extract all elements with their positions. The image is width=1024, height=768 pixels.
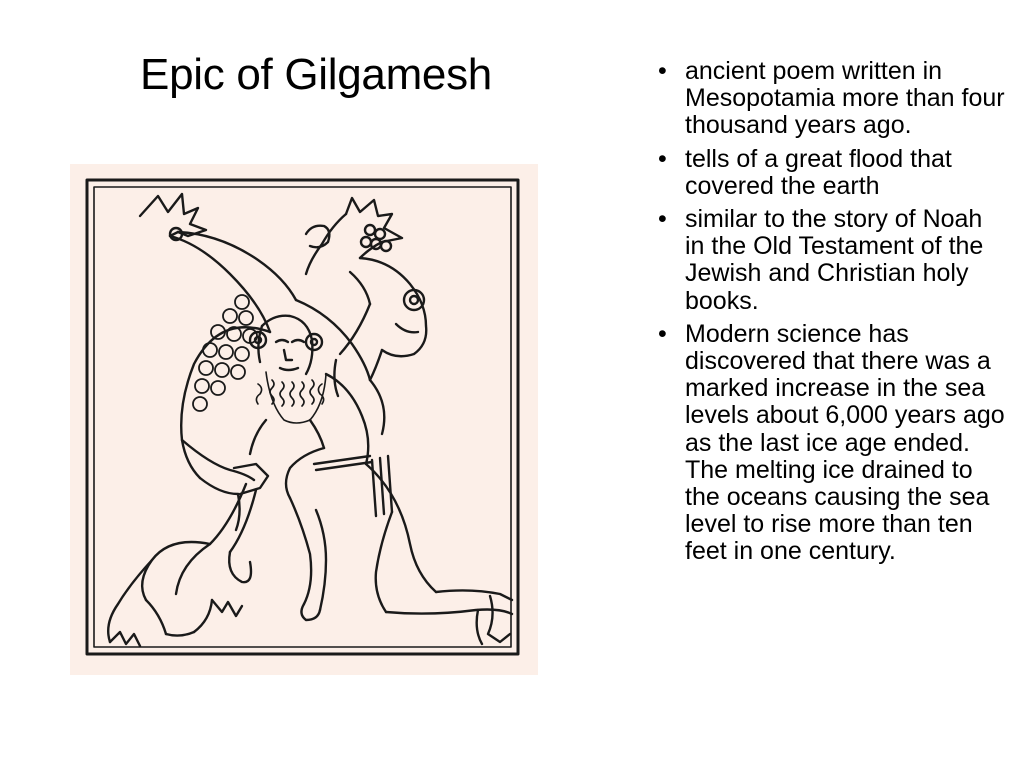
slide-title: Epic of Gilgamesh xyxy=(140,50,492,99)
gilgamesh-illustration xyxy=(70,164,538,675)
bullet-item xyxy=(656,146,1006,200)
gilgamesh-drawing xyxy=(70,164,538,675)
bullet-text: ancient poem written in Mesopotamia more than four thousand years ago. xyxy=(685,57,1005,140)
bullet-dot: • xyxy=(658,57,667,85)
bullet-text: similar to the story of Noah in the Old Testament of the Jewish and Christian holy books. xyxy=(685,205,984,315)
bullet-dot: • xyxy=(658,205,667,234)
bullet-text: tells of a great flood that covered the earth xyxy=(685,144,952,200)
bullet-dot: • xyxy=(658,319,667,348)
bullet-text: Modern science has discovered that there was a marked increase in the sea levels about 6,000 years ago as the last ice age ended. The melting ice drained to the oceans causing the sea level to rise more than ten feet in one century. xyxy=(685,319,1005,566)
bullet-item xyxy=(656,206,1006,315)
bullet-item xyxy=(656,58,1006,140)
bullet-list xyxy=(656,58,1006,572)
bullet-dot: • xyxy=(658,144,667,173)
bullet-item xyxy=(656,321,1006,566)
